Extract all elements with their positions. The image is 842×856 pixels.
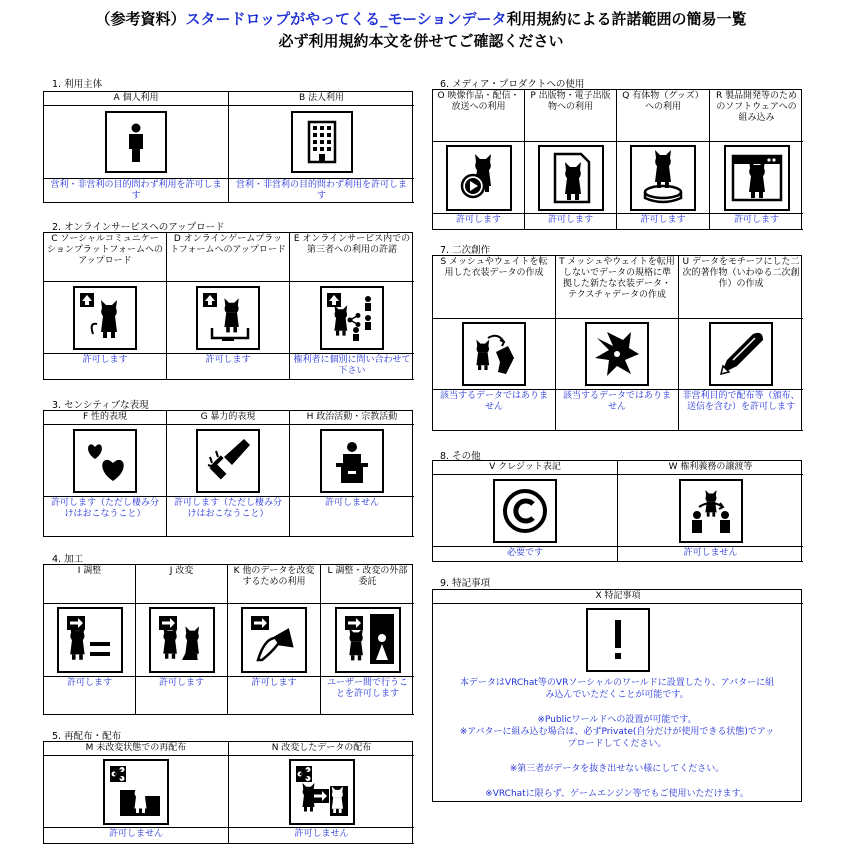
item-f xyxy=(44,411,167,537)
item-b xyxy=(229,92,414,203)
document-title xyxy=(0,8,842,52)
item-j-foot: 許可します xyxy=(136,677,227,715)
use-for-modify-icon xyxy=(241,607,307,673)
item-d-foot: 許可します xyxy=(167,354,289,380)
section-1-title: 1. 利用主体 xyxy=(52,79,103,90)
item-j xyxy=(136,565,228,715)
item-e xyxy=(290,233,414,380)
item-c xyxy=(44,233,167,380)
upload-share-icon xyxy=(320,286,384,350)
item-l xyxy=(321,565,414,715)
outsource-icon xyxy=(335,607,401,673)
knife-icon xyxy=(196,429,260,493)
item-e-head: E オンラインサービス内での第三者への利用の許諾 xyxy=(290,233,414,282)
publication-icon xyxy=(538,145,604,211)
item-w-foot: 許可しません xyxy=(618,547,803,562)
item-h-foot: 許可しません xyxy=(290,497,414,537)
item-n xyxy=(229,742,414,844)
section-5-title: 5. 再配布・配布 xyxy=(52,731,122,742)
item-o xyxy=(433,90,525,230)
section-3-table xyxy=(43,410,413,537)
item-p xyxy=(525,90,617,230)
item-c-head: C ソーシャルコミュニケーションプラットフォームへのアップロード xyxy=(44,233,166,282)
item-q-head: Q 有体物（グッズ）への利用 xyxy=(617,90,709,142)
adjust-icon xyxy=(57,607,123,673)
copyright-icon xyxy=(493,479,557,543)
section-2-title: 2. オンラインサービスへのアップロード xyxy=(52,222,225,233)
item-p-foot: 許可します xyxy=(525,214,616,230)
costume-new-icon xyxy=(585,322,649,386)
video-icon xyxy=(446,145,512,211)
item-k xyxy=(228,565,321,715)
item-u-head: U データをモチーフにした二次的著作物（いわゆる二次創作）の作成 xyxy=(679,256,803,319)
item-i-head: I 調整 xyxy=(44,565,135,604)
item-s-head: S メッシュやウェイトを転用した衣装データの作成 xyxy=(433,256,555,319)
section-6-table xyxy=(432,89,802,230)
note-5: ※VRChatに限らず、ゲームエンジン等でもご使用いただけます。 xyxy=(485,789,749,799)
transfer-icon xyxy=(679,479,743,543)
item-j-head: J 改変 xyxy=(136,565,227,604)
item-v-foot: 必要です xyxy=(433,547,617,562)
item-m xyxy=(44,742,229,844)
note-2: ※Publicワールドへの設置が可能です。 xyxy=(537,715,697,725)
item-v-head: V クレジット表記 xyxy=(433,461,617,475)
modify-icon xyxy=(149,607,215,673)
section-1-table xyxy=(43,91,413,203)
item-w xyxy=(618,461,803,562)
item-i xyxy=(44,565,136,715)
item-d-head: D オンラインゲームプラットフォームへのアップロード xyxy=(167,233,289,282)
item-k-foot: 許可します xyxy=(228,677,320,715)
item-f-foot: 許可します（ただし棲み分けはおこなうこと） xyxy=(44,497,166,537)
item-o-foot: 許可します xyxy=(433,214,524,230)
item-r-foot: 許可します xyxy=(710,214,803,230)
section-6-title: 6. メディア・プロダクトへの使用 xyxy=(440,79,585,90)
item-m-foot: 許可しません xyxy=(44,828,228,844)
item-l-foot: ユーザー間で行うことを許可します xyxy=(321,677,414,715)
item-s-foot: 該当するデータではありません xyxy=(433,390,555,431)
title-suffix: 利用規約による許諾範囲の簡易一覧 xyxy=(506,10,747,28)
note-1: 本データはVRChat等のVRソーシャルのワールドに設置したり、アバターに組み込んでいただくことが可能です。 xyxy=(459,678,775,700)
item-g-foot: 許可します（ただし棲み分けはおこなうこと） xyxy=(167,497,289,537)
item-g-head: G 暴力的表現 xyxy=(167,411,289,425)
item-u-foot: 非営利目的で配布等（頒布、送信を含む）を許可します xyxy=(679,390,803,431)
item-d xyxy=(167,233,290,380)
item-u xyxy=(679,256,803,431)
item-m-head: M 未改変状態での再配布 xyxy=(44,742,228,756)
item-g xyxy=(167,411,290,537)
item-k-head: K 他のデータを改変するための利用 xyxy=(228,565,320,604)
item-p-head: P 出版物・電子出版物への利用 xyxy=(525,90,616,142)
item-n-foot: 許可しません xyxy=(229,828,414,844)
item-e-foot: 権利者に個別に問い合わせて下さい xyxy=(290,354,414,380)
goods-icon xyxy=(630,145,696,211)
item-h xyxy=(290,411,414,537)
title-prefix: （参考資料） xyxy=(95,10,186,28)
item-l-head: L 調整・改変の外部委託 xyxy=(321,565,414,604)
upload-avatar-icon xyxy=(73,286,137,350)
person-icon xyxy=(105,111,167,173)
upload-game-icon xyxy=(196,286,260,350)
distribute-modified-icon xyxy=(289,759,355,825)
building-icon xyxy=(291,111,353,173)
section-8-title: 8. その他 xyxy=(440,451,481,462)
item-a xyxy=(44,92,229,203)
title-subline: 必ず利用規約本文を併せてご確認ください xyxy=(278,32,564,50)
redistribute-icon xyxy=(103,759,169,825)
item-t-head: T メッシュやウェイトを転用しないでデータの規格に準拠した新たな衣装データ・テクスチャデータの作成 xyxy=(556,256,678,319)
section-5-table xyxy=(43,741,413,844)
item-w-head: W 権利義務の譲渡等 xyxy=(618,461,803,475)
exclamation-icon xyxy=(586,608,650,672)
item-n-head: N 改変したデータの配布 xyxy=(229,742,414,756)
item-b-foot: 営利・非営利の目的問わず利用を許可します xyxy=(229,179,414,203)
pen-icon xyxy=(709,322,773,386)
item-q xyxy=(617,90,710,230)
item-b-head: B 法人利用 xyxy=(229,92,414,106)
item-h-head: H 政治活動・宗教活動 xyxy=(290,411,414,425)
item-q-foot: 許可します xyxy=(617,214,709,230)
costume-transfer-icon xyxy=(462,322,526,386)
section-2-table xyxy=(43,232,413,380)
podium-icon xyxy=(320,429,384,493)
item-a-foot: 営利・非営利の目的問わず利用を許可します xyxy=(44,179,228,203)
section-7-title: 7. 二次創作 xyxy=(440,245,491,256)
item-a-head: A 個人利用 xyxy=(44,92,228,106)
note-4: ※第三者がデータを抜き出せない様にしてください。 xyxy=(509,764,725,774)
section-9-title: 9. 特記事項 xyxy=(440,578,491,589)
item-f-head: F 性的表現 xyxy=(44,411,166,425)
item-o-head: O 映像作品・配信・放送への利用 xyxy=(433,90,524,142)
note-3: ※アバターに組み込む場合は、必ずPrivate(自分だけが使用できる状態)でアップロードしてください。 xyxy=(459,727,775,749)
item-r-head: R 製品開発等のためのソフトウェアへの組み込み xyxy=(710,90,803,142)
section-8-table xyxy=(432,460,802,562)
title-blue-text: スタードロップがやってくる_モーションデータ xyxy=(185,10,507,28)
item-r xyxy=(710,90,803,230)
item-x-head: X 特記事項 xyxy=(433,590,803,604)
section-4-title: 4. 加工 xyxy=(52,554,84,565)
item-t xyxy=(556,256,679,431)
section-7-table xyxy=(432,255,802,431)
item-v xyxy=(433,461,618,562)
section-4-table xyxy=(43,564,413,715)
special-notes xyxy=(432,677,802,813)
hearts-icon xyxy=(73,429,137,493)
item-s xyxy=(433,256,556,431)
item-c-foot: 許可します xyxy=(44,354,166,380)
software-icon xyxy=(724,145,790,211)
section-3-title: 3. センシティブな表現 xyxy=(52,400,149,411)
item-t-foot: 該当するデータではありません xyxy=(556,390,678,431)
item-i-foot: 許可します xyxy=(44,677,135,715)
